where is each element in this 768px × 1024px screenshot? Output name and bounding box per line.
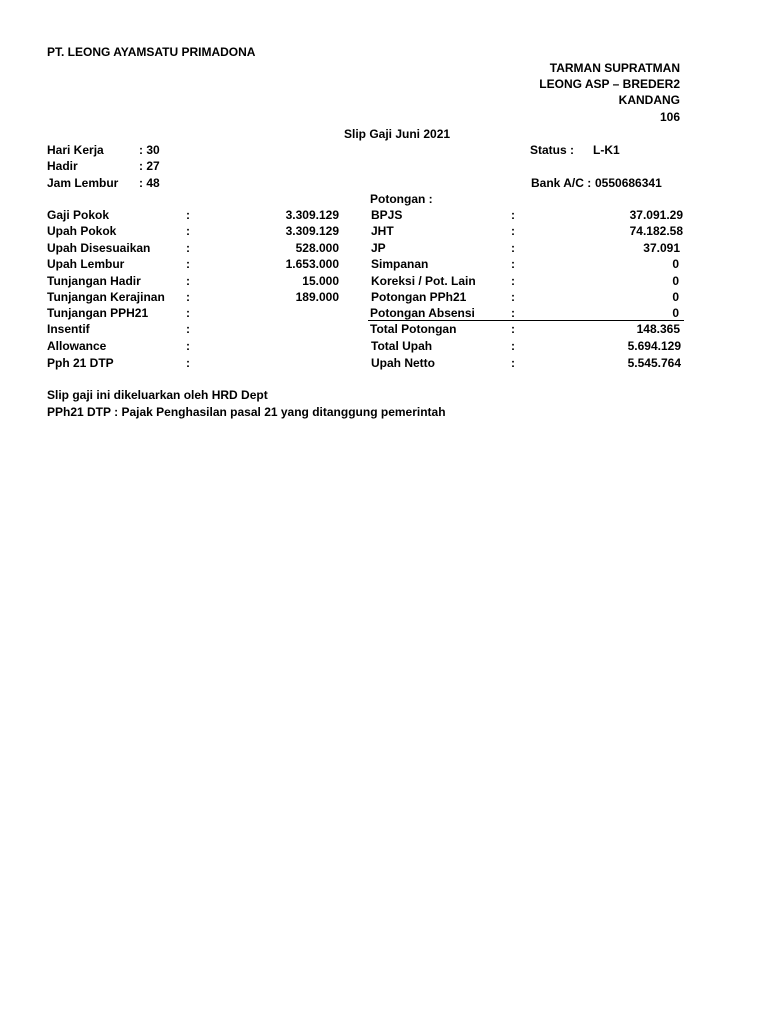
earning-value: 528.000 <box>295 241 339 255</box>
attendance-value: : 27 <box>139 159 160 173</box>
separator-colon: : <box>511 290 515 304</box>
separator-colon: : <box>511 322 515 336</box>
separator-colon: : <box>511 208 515 222</box>
separator-colon: : <box>186 208 190 222</box>
earning-label: Tunjangan PPH21 <box>47 306 149 320</box>
earning-label: Pph 21 DTP <box>47 356 114 370</box>
separator-colon: : <box>511 257 515 271</box>
deduction-label: BPJS <box>371 208 403 222</box>
deduction-value: 37.091 <box>643 241 680 255</box>
bank-account-number: 0550686341 <box>595 176 662 190</box>
deductions-header: Potongan : <box>370 192 433 206</box>
deduction-value: 0 <box>672 257 679 271</box>
separator-colon: : <box>511 356 515 370</box>
earning-value: 3.309.129 <box>285 208 339 222</box>
earning-label: Allowance <box>47 339 107 353</box>
earning-value: 1.653.000 <box>285 257 339 271</box>
earning-label: Gaji Pokok <box>47 208 110 222</box>
deduction-label: Potongan Absensi <box>370 306 475 320</box>
separator-colon: : <box>186 274 190 288</box>
earning-label: Upah Pokok <box>47 224 117 238</box>
separator-colon: : <box>186 257 190 271</box>
earning-label: Upah Lembur <box>47 257 125 271</box>
earning-label: Tunjangan Hadir <box>47 274 141 288</box>
employee-location: KANDANG <box>618 93 680 107</box>
attendance-label: Hari Kerja <box>47 143 104 157</box>
deduction-value: 0 <box>672 274 679 288</box>
separator-colon: : <box>511 224 515 238</box>
status-value: L-K1 <box>593 143 620 157</box>
footer-note: Slip gaji ini dikeluarkan oleh HRD Dept <box>47 388 268 402</box>
separator-colon: : <box>511 306 515 320</box>
slip-title: Slip Gaji Juni 2021 <box>344 127 451 141</box>
earning-label: Upah Disesuaikan <box>47 241 151 255</box>
deduction-value: 0 <box>672 306 679 320</box>
separator-colon: : <box>186 322 190 336</box>
earning-value: 3.309.129 <box>285 224 339 238</box>
separator-colon: : <box>511 241 515 255</box>
total-potongan-value: 148.365 <box>636 322 680 336</box>
attendance-label: Hadir <box>47 159 78 173</box>
separator-colon: : <box>511 274 515 288</box>
separator-colon: : <box>186 241 190 255</box>
upah-netto-label: Upah Netto <box>371 356 435 370</box>
earning-value: 15.000 <box>302 274 339 288</box>
separator-colon: : <box>186 356 190 370</box>
deduction-label: Simpanan <box>371 257 429 271</box>
attendance-value: : 48 <box>139 176 160 190</box>
attendance-value: : 30 <box>139 143 160 157</box>
earning-label: Tunjangan Kerajinan <box>47 290 165 304</box>
deduction-value: 37.091.29 <box>629 208 683 222</box>
subtotal-divider <box>368 320 684 321</box>
separator-colon: : <box>511 339 515 353</box>
upah-netto-value: 5.545.764 <box>627 356 681 370</box>
deduction-value: 74.182.58 <box>629 224 683 238</box>
earning-value: 189.000 <box>295 290 339 304</box>
total-upah-label: Total Upah <box>371 339 433 353</box>
bank-label: Bank A/C : <box>531 176 592 190</box>
separator-colon: : <box>186 306 190 320</box>
total-upah-value: 5.694.129 <box>627 339 681 353</box>
total-potongan-label: Total Potongan <box>370 322 457 336</box>
deduction-value: 0 <box>672 290 679 304</box>
deduction-label: Potongan PPh21 <box>371 290 467 304</box>
employee-number: 106 <box>659 110 680 124</box>
employee-unit: LEONG ASP – BREDER2 <box>539 77 680 91</box>
employee-name: TARMAN SUPRATMAN <box>549 61 680 75</box>
deduction-label: JP <box>371 241 386 255</box>
separator-colon: : <box>186 290 190 304</box>
deduction-label: Koreksi / Pot. Lain <box>371 274 476 288</box>
company-name: PT. LEONG AYAMSATU PRIMADONA <box>47 45 256 59</box>
separator-colon: : <box>186 339 190 353</box>
earning-label: Insentif <box>47 322 90 336</box>
status-label: Status : <box>530 143 575 157</box>
attendance-label: Jam Lembur <box>47 176 119 190</box>
separator-colon: : <box>186 224 190 238</box>
deduction-label: JHT <box>371 224 394 238</box>
footer-note: PPh21 DTP : Pajak Penghasilan pasal 21 yang ditanggung pemerintah <box>47 405 446 419</box>
